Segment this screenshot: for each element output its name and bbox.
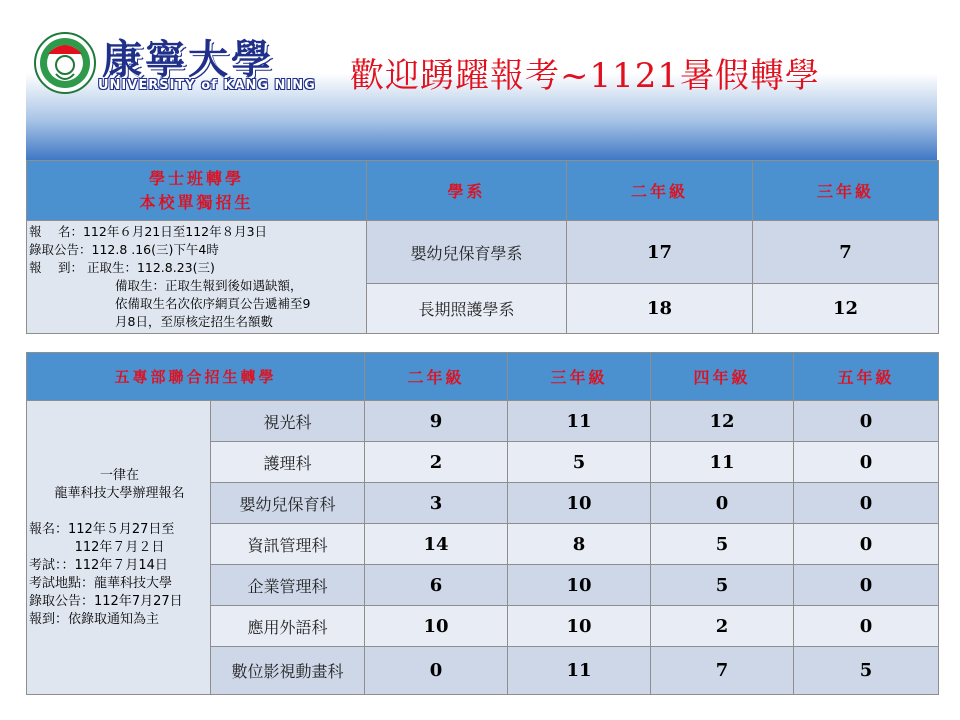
quota-cell: 0 bbox=[794, 524, 939, 565]
info-line: 備取生：正取生報到後如遇缺額， bbox=[115, 278, 303, 293]
info-line: 依備取生名次依序網頁公告遞補至9 bbox=[115, 296, 311, 311]
quota-cell: 11 bbox=[508, 647, 651, 695]
table1-corner-header bbox=[27, 161, 367, 221]
table2-header-grade2: 二年級 bbox=[365, 353, 508, 401]
dept-cell: 應用外語科 bbox=[211, 606, 365, 647]
quota-cell: 10 bbox=[508, 483, 651, 524]
dept-cell: 數位影視動畫科 bbox=[211, 647, 365, 695]
quota-cell: 5 bbox=[794, 647, 939, 695]
info-line: 一律在 bbox=[99, 467, 139, 483]
table2-header-grade3: 三年級 bbox=[508, 353, 651, 401]
table-row bbox=[27, 221, 939, 284]
info-line: 112年７月２日 bbox=[74, 539, 165, 555]
table1-corner-line1: 學士班轉學 bbox=[148, 168, 244, 188]
junior-college-transfer-table bbox=[26, 352, 939, 695]
quota-cell: 5 bbox=[651, 524, 794, 565]
bachelor-transfer-table bbox=[26, 160, 939, 334]
table1-header-grade3: 三年級 bbox=[753, 161, 939, 221]
quota-cell: 7 bbox=[753, 221, 939, 284]
quota-cell: 9 bbox=[365, 401, 508, 442]
quota-cell: 10 bbox=[365, 606, 508, 647]
dept-cell: 企業管理科 bbox=[211, 565, 365, 606]
dept-cell: 視光科 bbox=[211, 401, 365, 442]
university-logo bbox=[34, 32, 96, 94]
info-line: 錄取公告：112年7月27日 bbox=[29, 593, 183, 609]
quota-cell: 18 bbox=[567, 284, 753, 334]
info-line: 報 到： 正取生：112.8.23(三) bbox=[29, 260, 215, 275]
university-name-cn: 康寧大學 bbox=[102, 36, 274, 83]
quota-cell: 0 bbox=[794, 606, 939, 647]
dept-cell: 護理科 bbox=[211, 442, 365, 483]
quota-cell: 0 bbox=[794, 565, 939, 606]
info-line: 報名：112年５月27日至 bbox=[29, 521, 175, 537]
info-line: 報到：依錄取通知為主 bbox=[29, 611, 160, 627]
quota-cell: 2 bbox=[651, 606, 794, 647]
quota-cell: 6 bbox=[365, 565, 508, 606]
quota-cell: 11 bbox=[651, 442, 794, 483]
quota-cell: 0 bbox=[794, 442, 939, 483]
info-line: 龍華科技大學辦理報名 bbox=[54, 485, 185, 501]
dept-cell: 資訊管理科 bbox=[211, 524, 365, 565]
university-name-en: UNIVERSITY of KANG NING bbox=[98, 78, 316, 93]
info-line: 考試地點：龍華科技大學 bbox=[29, 575, 173, 591]
table2-header-grade4: 四年級 bbox=[651, 353, 794, 401]
quota-cell: 0 bbox=[365, 647, 508, 695]
info-line: 月8日，至原核定招生名額數 bbox=[115, 314, 273, 329]
quota-cell: 17 bbox=[567, 221, 753, 284]
info-line: 考試：：112年７月14日 bbox=[29, 557, 168, 573]
quota-cell: 5 bbox=[651, 565, 794, 606]
quota-cell: 3 bbox=[365, 483, 508, 524]
quota-cell: 14 bbox=[365, 524, 508, 565]
table1-info-cell bbox=[27, 221, 367, 334]
table2-header-grade5: 五年級 bbox=[794, 353, 939, 401]
quota-cell: 12 bbox=[753, 284, 939, 334]
table2-info-cell bbox=[27, 401, 211, 695]
quota-cell: 2 bbox=[365, 442, 508, 483]
dept-cell: 嬰幼兒保育科 bbox=[211, 483, 365, 524]
quota-cell: 10 bbox=[508, 565, 651, 606]
table1-corner-line2: 本校單獨招生 bbox=[139, 192, 254, 212]
info-line: 報 名：112年６月21日至112年８月3日 bbox=[29, 224, 268, 239]
quota-cell: 7 bbox=[651, 647, 794, 695]
quota-cell: 5 bbox=[508, 442, 651, 483]
quota-cell: 0 bbox=[794, 401, 939, 442]
table2-corner-header: 五專部聯合招生轉學 bbox=[27, 353, 365, 401]
info-line: 錄取公告：112.8 .16(三)下午4時 bbox=[29, 242, 219, 257]
quota-cell: 11 bbox=[508, 401, 651, 442]
table-row bbox=[27, 401, 939, 442]
table1-header-grade2: 二年級 bbox=[567, 161, 753, 221]
page-title: 歡迎踴躍報考~1121暑假轉學 bbox=[350, 56, 821, 96]
table1-header-dept: 學系 bbox=[367, 161, 567, 221]
quota-cell: 0 bbox=[794, 483, 939, 524]
quota-cell: 0 bbox=[651, 483, 794, 524]
quota-cell: 8 bbox=[508, 524, 651, 565]
dept-cell: 嬰幼兒保育學系 bbox=[367, 221, 567, 284]
quota-cell: 12 bbox=[651, 401, 794, 442]
quota-cell: 10 bbox=[508, 606, 651, 647]
dept-cell: 長期照護學系 bbox=[367, 284, 567, 334]
